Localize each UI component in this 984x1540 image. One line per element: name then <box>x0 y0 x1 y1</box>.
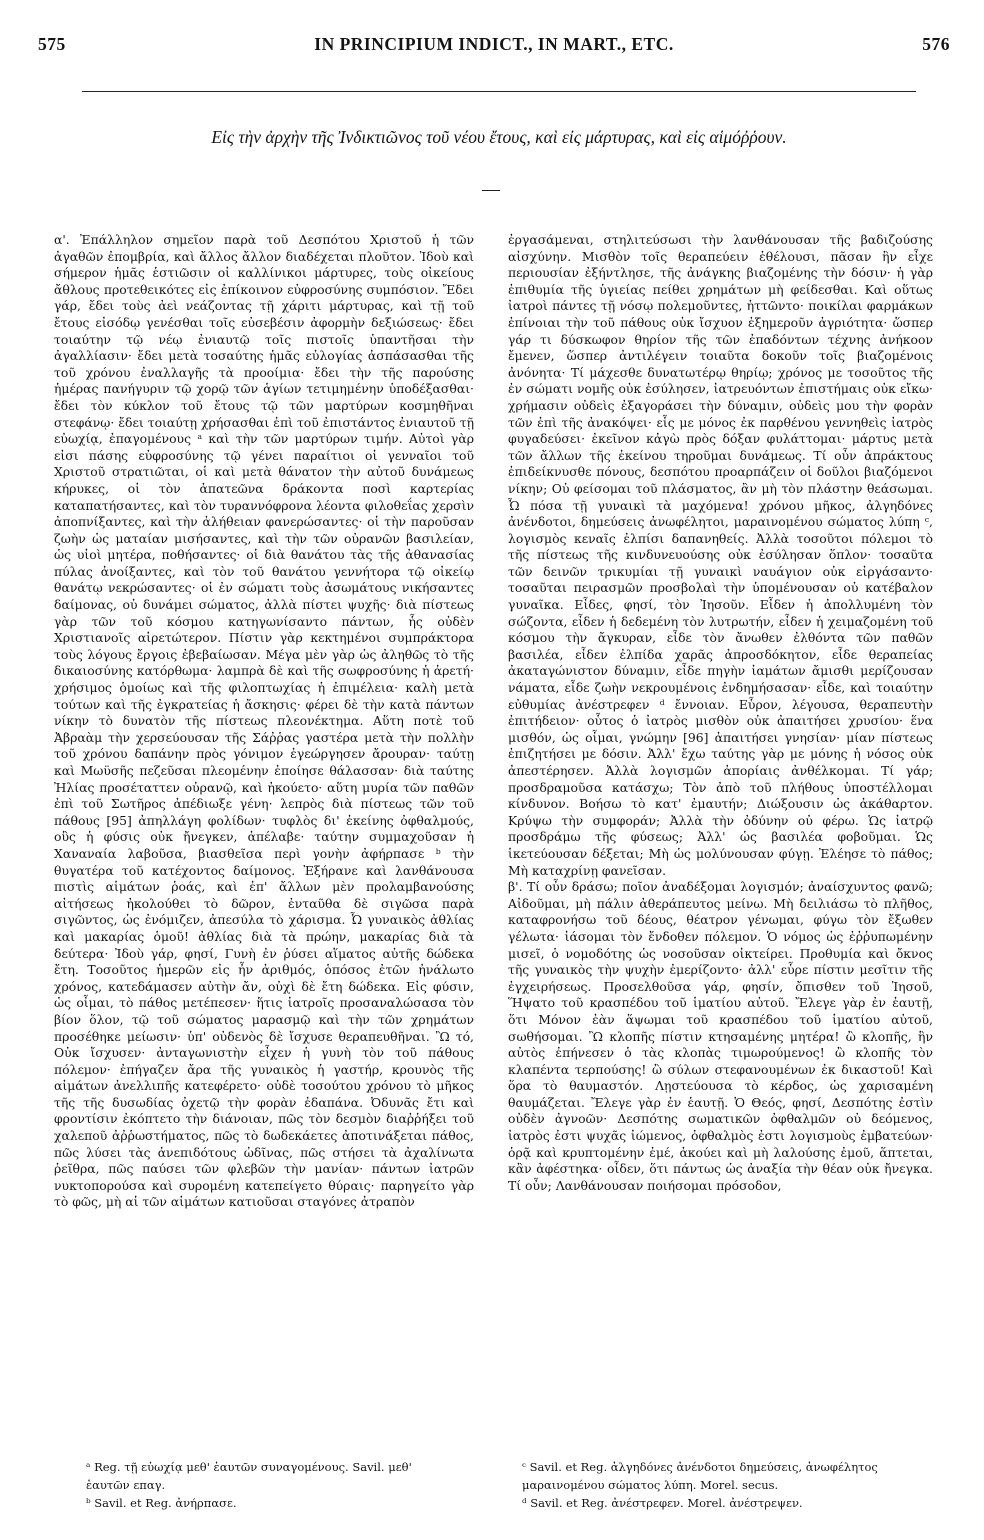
footnote-line: ᵇ Savil. et Reg. ἀνήρπασε. <box>86 1496 237 1510</box>
footnote-line: ἑαυτῶν επαγ. <box>86 1478 166 1492</box>
running-header <box>38 34 950 60</box>
paragraph: α'. Ἐπάλληλον σημεῖον παρὰ τοῦ Δεσπότου Χριστοῦ ἡ τῶν ἀγαθῶν ἐπομβρία, καὶ ἄλλος ἄλλον διαδέχεται πλοῦτον. Ἰδοὺ καὶ σήμερον ἡμᾶς ἑστιῶσιν οἱ καλλίνικοι μάρτυρες, τοὺς οἰκείους ἄθλους προτεθεικότες εἰς ἐπίκοινον εὐφροσύνης συμπόσιον. Ἔδει γάρ, ἔδει τοὺς ἀεὶ νεάζοντας τῇ χάριτι μάρτυρας, καὶ τῇ τοῦ ἔτους εἰσόδῳ γενέσθαι τοῖς εὐσεβέσιν ἀφορμὴν δεξιώσεως· ἔδει τοιαύτην τῷ νέῳ ἐνιαυτῷ τοῖς πιστοῖς ὑπαντῆσαι τὴν ἀγαλλίασιν· ἔδει μετὰ τοσαύτης ἡμᾶς εὐλογίας ἀσπάσασθαι τῆς τοῦ χρόνου ἐναλλαγῆς τὰ προοίμια· ἔδει τὴν τῆς παρούσης ἡμέρας πανήγυριν τῷ χορῷ τῶν ἁγίων τετιμημένην ὑποδέξασθαι· ἔδει τὸν κύκλον τοῦ ἔτους τῷ τῶν μαρτύρων κοσμηθῆναι στεφάνῳ· ἔδει τοιαύτῃ χρήσασθαι ἐπὶ τοῦ ἐπιστάντος ἐνιαυτοῦ τῇ εὐωχίᾳ, ἐπαγομένους ᵃ καὶ τὴν τῶν μαρτύρων τιμήν. Αὐτοὶ γὰρ εἰσι πάσης εὐφροσύνης τῷ γένει παραίτιοι οἱ γενναῖοι τοῦ Χριστοῦ στρατιῶται, οἱ καὶ μετὰ θάνατον τὴν αὐτοῦ δυνάμεως κήρυκες, οἱ τὸν ἀπατεῶνα δράκοντα ποσὶ καρτερίας καταπατήσαντες, καὶ τὸν τυραννόφρονα λέοντα φιλοθεΐας χερσὶν ἀποπνίξαντες, καὶ τὴν ἀλήθειαν φανερώσαντες· οἱ τὴν παροῦσαν ζωὴν ὡς ματαίαν μισήσαντες, καὶ τὴν τῶν οὐρανῶν βασιλείαν, ὡς υἱοὶ μητέρα, ποθήσαντες· οἱ διὰ θανάτου τὰς τῆς ἀθανασίας πύλας ἀνοίξαντες, καὶ τὸν τοῦ θανάτου γεννήτορα τῷ οἰκείῳ θανάτῳ νεκρώσαντες· οἱ ἐν σώματι τοὺς ἀσωμάτους νικήσαντες δαίμονας, οὐ δυνάμει σώματος, ἀλλὰ πίστει ψυχῆς· διὰ πίστεως γὰρ τῶν τοῦ κόσμου κατηγωνίσαντο πάντων, ἧς οὐδὲν Χριστιανοῖς αἱρετώτερον. Πίστιν γὰρ κεκτημένοι συμπράκτορα τοὺς λόγους ἔργοις ἐβεβαίωσαν. Μέγα μὲν γὰρ ὡς ἀληθῶς τὸ τῆς δικαιοσύνης κατόρθωμα· λαμπρὰ δὲ καὶ τῆς σωφροσύνης ἡ ἀρετή· χρήσιμος ὁμοίως καὶ τῆς φιλοπτωχίας ἡ ἐπιμέλεια· καλὴ μετὰ τούτων καὶ τῆς ἐγκρατείας ἡ ἄσκησις· φέρει δὲ τὴν κατὰ πάντων νίκην τὸ δυνατὸν τῆς πίστεως πλεονέκτημα. Αὕτη ποτὲ τοῦ Ἀβραὰμ τὴν χερσεύουσαν τῆς Σάῤῥας γαστέρα μετὰ τὴν πολλὴν τοῦ χρόνου δαπάνην πρὸς γόνιμον ἐγεώργησεν ἄρουραν· ταύτῃ καὶ Μωϋσῆς πεζεῦσαι πλεομένην ἐποίησε θάλασσαν· διὰ ταύτης Ἠλίας προσέταττεν οὐρανῷ, καὶ ἠκούετο· αὕτη μυρία τῶν παθῶν ἐπὶ τοῦ Σωτῆρος ἀπέδιωξε γένη· λεπρὸς διὰ πίστεως τῶν τοῦ πάθους [95] ἀπηλλάγη φολίδων· τυφλὸς δι' ἐκείνης ὀφθαλμούς, οὓς ἡ φύσις οὐκ ἤνεγκεν, ἀπέλαβε· ταύτην συμμαχοῦσαν ἡ Χαναναία λαβοῦσα, βιασθεῖσα περὶ γονὴν ἀφήρπασε ᵇ τὴν θυγατέρα τοῦ κατέχοντος δαίμονος. Ἐξήρανε καὶ λανθάνουσα πιστὶς αἱμάτων ῥοάς, καὶ ἐπ' ἄλλων μὲν προλαμβανούσης αἰτήσεως ἠκολούθει τὸ δῶρον, ἐνταῦθα δὲ σιγῶσα παρὰ σιγῶντος, ὡς ἐνόμιζεν, ἀπεσύλα τὸ χάρισμα. Ὦ γυναικὸς ἀθλίας καὶ μακαρίας ὁμοῦ! ἀθλίας διὰ τὰ πρώην, μακαρίας διὰ τὰ δεύτερα· Ἰδοὺ γάρ, φησί, Γυνὴ ἐν ῥύσει αἵματος αὐτῆς δώδεκα ἔτη. Τοσοῦτος ἡμερῶν εἰς ἦν ἀριθμός, ὁπόσος ἐτῶν ἠνάλωτο χρόνος, κατεδάμασεν αὐτὴν ἄν, οὐχὶ δὲ ἔτη δώδεκα. Εἰς φύσιν, ὡς οἶμαι, τὸ πάθος μετέπεσεν· ἥτις ἰατροῖς προσαναλώσασα τὸν βίον ὅλον, τῷ τοῦ σώματος μαρασμῷ καὶ τὴν τῶν χρημάτων προσέθηκε μείωσιν· ὑπ' οὐδενὸς δὲ ἴσχυσε θεραπευθῆναι. Ὢ τό, Οὐκ ἴσχυσεν· ἀνταγωνιστὴν εἶχεν ἡ γυνὴ τὸν τοῦ πάθους πόλεμον· ἐπήγαζεν ἄρα τῆς γυναικὸς ἡ γαστήρ, κρουνὸς τῆς αἱμάτων ἀνελλιπῆς κατεφέρετο· οὐδὲ τοσούτου χρόνου τὸ μῆκος τῆς τῆς δυσωδίας ὀχετῷ τὴν φορὰν ἐδαπάνα. Ὀδυνᾶς ἔτι καὶ φροντίσιν ἐκόπτετο τὴν διάνοιαν, πῶς τὸν δεσμὸν διαῤῥήξει τοῦ χαλεποῦ ἀῤῥωστήματος, πῶς τὸ δωδεκάετες ἀποτινάξεται πάθος, πῶς λύσει τὰς ἀνεπιδότους ὠδῖνας, πῶς στήσει τὰ ἀχαλίνωτα ῥεῖθρα, πῶς παύσει τῶν φλεβῶν τὴν μανίαν· πάντων ἰατρῶν νυκτοπορούσα καὶ συρομένη κατεπείγετο θύραις· παρηγείτο γὰρ τὸ φῶς, μὴ αἱ τῶν αἱμάτων κατιοῦσαι σταγόνες ἀτραπὸν <box>54 232 474 1210</box>
paragraph: ἐργασάμεναι, στηλιτεύσωσι τὴν λανθάνουσαν τῆς βαδιζούσης αἰσχύνην. Μισθὸν τοῖς θεραπεύειν ἐθέλουσι, πᾶσαν ἣν εἶχε περιουσίαν ἐξήντλησε, τῆς ἀνάγκης βιαζομένης τὴν δόσιν· ἡ γὰρ ἐπιθυμία τῆς ὑγιείας πείθει χρημάτων μὴ φείδεσθαι. Καὶ οὕτως ἰατροὶ πάντες τῇ νόσῳ πολεμοῦντες, ἡττῶντο· ποικίλαι φαρμάκων ἐπίνοιαι τὴν τοῦ πάθους οὐκ ἴσχυον ἐξημεροῦν ἀγριότητα· ὥσπερ γάρ τι δύσκωφον θηρίον τῆς τῶν ἐπαδόντων τέχνης ἀνήκοον ἔμενεν, ὥσπερ ἀντιλέγειν τοιαῦτα δοκοῦν τοῖς βιαζομένοις ἀνόνητα· Τί μάχεσθε δυνατωτέρῳ θηρίῳ; χρόνος με τοσοῦτος τῆς ἐν σώματι νομῆς οὐκ ἐσύλησεν, ἰατρευόντων ἐπιστήμαις οὐκ εἴκω· χρήμασιν οὐδεὶς ἐξαγοράσει τὴν δύναμιν, οὐδεὶς μου τὴν φορὰν τῶν ἐπὶ τῆς ἀνακόψει· εἷς με μόνος ἐκ παρθένου γεννηθεὶς ἰατρὸς φυγαδεύσει· ἐκεῖνον κἀγὼ πρὸς δόξαν φυλάττομαι· μάρτυς μετὰ τῶν ἄλλων τῆς ἐκείνου τηροῦμαι δυνάμεως. Τί οὖν ἀπράκτους ἐπιδείκνυσθε πόνους, δεσπότου προαρπάζειν οἱ δοῦλοι βιαζόμενοι νίκην; Οὐ φείσομαι τοῦ πλάσματος, ἂν μὴ τὸν πλάστην θεάσωμαι. Ὦ πόσα τῇ γυναικὶ τὰ μαχόμενα! χρόνου μῆκος, ἀλγηδόνες ἀνένδοτοι, δημεύσεις ἀνωφέλητοι, μαραινομένου σώματος λύπη ᶜ, λογισμὸς κεναῖς ἐλπίσι δαπανηθείς. Ἀλλὰ τοσοῦτοι πόλεμοι τὸ τῆς πίστεως τῆς κινδυνευούσης οὐκ ἐσύλησαν ὅπλον· τοσαῦτα τῶν δεινῶν τρικυμίαι τῇ γυναικὶ ναυάγιον οὐκ εἰργάσαντο· τοσαῦται πειρασμῶν προσβολαὶ τὴν ὑπομένουσαν οὐ κατέβαλον γυναῖκα. Εἶδες, φησί, τὸν Ἰησοῦν. Εἶδεν ἡ ἀπολλυμένη τὸν σώζοντα, εἶδεν ἡ δεδεμένη τὸν λυτρωτήν, εἶδεν ἡ χειμαζομένη τοῦ κόσμου τὴν ἄγκυραν, εἶδε τὸν ἄνωθεν ἐλθόντα τῶν παθῶν βασιλέα, εἶδεν ἐλπίδα χαρᾶς ἀπροσδόκητον, εἶδε θεραπείας ἀκαταγώνιστον δύναμιν, εἶδε πηγὴν ἰαμάτων ἄμισθι μερίζουσαν νάματα, εἶδε ζωὴν νεκρουμένοις ἐνδημήσασαν· εἶδε, καὶ τοιαύτην εὐθυμίας ἀνέστρεφεν ᵈ ἔννοιαν. Εὗρον, λέγουσα, θεραπευτὴν ἐπιτήδειον· οὗτος ὁ ἰατρὸς μισθὸν οὐκ ἀπαιτήσει χρυσίου· ἕνα μισθόν, ὡς οἶμαι, γνώμην [96] ἀπαιτήσει γνησίαν· μίαν πίστεως ἐπιζητήσει με δόσιν. Ἀλλ' ἔχω ταύτης γὰρ με μόνης ἡ νόσος οὐκ ἀπεστέρησεν. Ἀλλὰ λογισμῶν ἀπορίαις ἀνθέλκομαι. Τί γάρ; προσδραμοῦσα κατάσχω; Τὸν ἀπὸ τοῦ πλήθους ὑποστέλλομαι κίνδυνον. Βοήσω τὸ κατ' ἐμαυτήν; Διώξουσιν ὡς ἀκάθαρτον. Κρύψω τὴν συμφοράν; Ἀλλὰ τὴν ὀδύνην οὐ φέρω. Ὡς ἰατρῷ προσδράμω τῆς φύσεως; Ἀλλ' ὡς βασιλέα φοβοῦμαι. Ὡς ἱκετεύουσαν δέξεται; Μὴ ὡς μολύνουσαν φύγῃ. Ἐλέησε τὸ πάθος; Μὴ καταχρίνῃ φανεῖσαν. <box>508 232 933 878</box>
right-column <box>508 232 933 1416</box>
homily-title: Εἰς τὴν ἀρχὴν τῆς Ἰνδικτιῶνος τοῦ νέου ἔτους, καὶ εἰς μάρτυρας, καὶ εἰς αἱμόῤῥουν. <box>211 127 787 147</box>
footnote-line: μαραινομένου σώματος λύπη. Morel. secus. <box>522 1478 779 1492</box>
footnote-line: ᵃ Reg. τῇ εὐωχίᾳ μεθ' ἑαυτῶν συναγομένους. Savil. μεθ' <box>86 1460 412 1474</box>
footnote-line: ᵈ Savil. et Reg. ἀνέστρεφεν. Morel. ἀνέστρεψεν. <box>522 1496 803 1510</box>
footnotes-right <box>522 1458 942 1512</box>
title-separator <box>482 190 500 191</box>
footnote-line: ᶜ Savil. et Reg. ἀλγηδόνες ἀνένδοτοι δημεύσεις, ἀνωφέλητος <box>522 1460 878 1474</box>
page-number-right: 576 <box>922 34 950 54</box>
footnotes-left <box>86 1458 476 1512</box>
left-column <box>54 232 474 1416</box>
running-title: IN PRINCIPIUM INDICT., IN MART., ETC. <box>314 34 674 54</box>
header-rule <box>82 91 916 92</box>
paragraph: β'. Τί οὖν δράσω; ποῖον ἀναδέξομαι λογισμόν; ἀναίσχυντος φανῶ; Αἰδοῦμαι, μὴ πάλιν ἀθεράπευτος μείνω. Μὴ δειλιάσω τὸ πλῆθος, καταφρονήσω τοῦ δέους, θέατρον γένωμαι, φύγω τὸν ἔξωθεν γέλωτα· ἰάσομαι τὸν ἔνδοθεν πόλεμον. Ὁ νόμος ὡς ἐῤῥυπωμένην μισεῖ, ὁ νομοδότης ὡς νοσοῦσαν οἰκτείρει. Προθυμία καὶ ὄκνος τῆς γυναικὸς τὴν ψυχὴν ἐμερίζοντο· ἀλλ' εὗρε πίστιν μεσῖτιν τῆς ἐγχειρήσεως. Προσελθοῦσα γάρ, φησίν, ὄπισθεν τοῦ Ἰησοῦ, Ἥψατο τοῦ κρασπέδου τοῦ ἱματίου αὐτοῦ. Ἔλεγε γὰρ ἐν ἑαυτῇ, ὅτι Μόνον ἐὰν ἅψωμαι τοῦ κρασπέδου τοῦ ἱματίου αὐτοῦ, σωθήσομαι. Ὢ κλοπῆς πίστιν κτησαμένης μητέρα! ὢ κλοπῆς, ἣν αὐτὸς ἐπήνεσεν ὁ τὰς κλοπὰς τιμωρούμενος! ὢ κλοπῆς τὸν κλαπέντα τερπούσης! ὢ σύλων στεφανουμένων ἐκ δικαστοῦ! Καὶ ὅρα τὸ θαυμαστόν. Λῃστεύουσα τὸ κέρδος, ὡς χαρισαμένη θαυμάζεται. Ἔλεγε γὰρ ἐν ἑαυτῇ. Ὁ Θεός, φησί, Δεσπότης ἐστὶν οὐδὲν ἀγνοῶν· Δεσπότης σωματικῶν ὀφθαλμῶν οὐ δεόμενος, ἰατρὸς ἐστι ψυχᾶς ἰώμενος, ὀφθαλμὸς ἐστι λογισμοὺς ἐμβατεύων· ὁρᾷ καὶ κρυπτομένην ἐμέ, ἀκούει καὶ μὴ λαλούσης ἐμοῦ, ἅπτεται, κἂν ἀφέστηκα· οἶδεν, ὅτι πάντως ὡς ἀναξία τὴν θέαν οὐκ ἤνεγκα. Τί οὖν; Λανθάνουσαν ποιήσομαι πρόσοδον, <box>508 879 933 1193</box>
page-number-left: 575 <box>38 34 66 54</box>
